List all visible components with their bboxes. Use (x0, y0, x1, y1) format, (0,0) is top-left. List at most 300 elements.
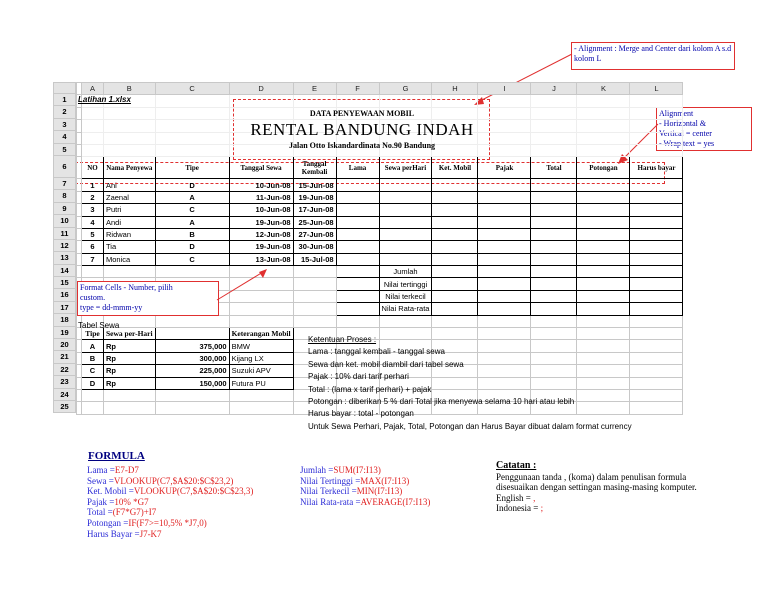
cell[interactable] (577, 241, 630, 253)
cell[interactable] (531, 253, 577, 265)
row-number[interactable]: 1 (53, 94, 76, 106)
row-number[interactable]: 19 (53, 327, 76, 339)
cell[interactable] (155, 389, 229, 401)
cell[interactable] (630, 315, 683, 327)
row-number[interactable]: 17 (53, 302, 76, 314)
formula-line (87, 507, 253, 518)
summary-label[interactable]: Jumlah (379, 266, 432, 278)
cell[interactable] (432, 204, 478, 216)
cell[interactable] (82, 132, 104, 144)
cell[interactable] (104, 144, 156, 156)
cell[interactable] (577, 315, 630, 327)
cell[interactable]: 19-Jun-08 (229, 216, 293, 228)
cell[interactable] (478, 179, 531, 191)
cell[interactable]: Andi (104, 216, 156, 228)
formula-left (87, 465, 253, 539)
cell[interactable] (531, 290, 577, 302)
cell[interactable] (630, 266, 683, 278)
cell[interactable] (478, 278, 531, 290)
cell[interactable] (630, 216, 683, 228)
cell[interactable] (336, 216, 379, 228)
cell[interactable] (82, 107, 104, 119)
cell[interactable] (432, 266, 478, 278)
cell[interactable]: 15-Jun-08 (293, 179, 336, 191)
cell[interactable]: D (155, 179, 229, 191)
cell[interactable] (336, 266, 379, 278)
sewa-header[interactable]: Keterangan Mobil (229, 328, 293, 340)
sheet-row (77, 228, 683, 240)
row-number[interactable]: 8 (53, 190, 76, 202)
formula-expr: J7-K7 (139, 528, 162, 539)
table-header-cell[interactable]: Lama (336, 157, 379, 179)
cell[interactable] (432, 315, 478, 327)
cell[interactable]: Ridwan (104, 228, 156, 240)
table-header-cell[interactable]: Ket. Mobil (432, 157, 478, 179)
cell[interactable] (531, 179, 577, 191)
header-title: RENTAL BANDUNG INDAH (250, 120, 474, 139)
formula-expr: VLOOKUP(C7,$A$20:$C$23,2) (113, 475, 234, 486)
cell[interactable] (630, 253, 683, 265)
row-number[interactable]: 20 (53, 339, 76, 351)
cell[interactable]: Rp (104, 377, 156, 389)
cell[interactable] (577, 132, 630, 144)
cell[interactable] (478, 95, 531, 107)
cell[interactable]: 12-Jun-08 (229, 228, 293, 240)
cell[interactable] (104, 266, 156, 278)
table-header-cell[interactable]: Tanggal Kembali (293, 157, 336, 179)
cell[interactable] (577, 191, 630, 203)
cell[interactable]: A (155, 191, 229, 203)
cell[interactable]: B (82, 352, 104, 364)
header-address: Jalan Otto Iskandardinata No.90 Bandung (288, 141, 436, 150)
table-header-cell[interactable]: Nama Penyewa (104, 157, 156, 179)
cell[interactable] (531, 303, 577, 315)
table-header-cell[interactable]: Tanggal Sewa (229, 157, 293, 179)
formula-label: Nilai Terkecil = (300, 486, 357, 497)
callout-alignment-line4: - Wrap text = yes (659, 139, 715, 148)
column-header-d: D (229, 83, 293, 95)
table-header-cell[interactable]: Potongan (577, 157, 630, 179)
catatan-line1: Penggunaan tanda , (koma) dalam penulisan formula (496, 471, 687, 482)
cell[interactable] (82, 389, 104, 401)
ketentuan-line: Harus bayar : total - potongan (308, 409, 414, 419)
cell[interactable] (379, 191, 432, 203)
cell[interactable] (432, 278, 478, 290)
cell[interactable]: Rp (104, 340, 156, 352)
cell[interactable] (336, 204, 379, 216)
cell[interactable] (531, 216, 577, 228)
sheet-row (77, 241, 683, 253)
cell[interactable]: 15-Jul-08 (293, 253, 336, 265)
column-header-f: F (336, 83, 379, 95)
formula-line (300, 465, 430, 476)
cell[interactable]: 300,000 (155, 352, 229, 364)
header-subtitle: DATA PENYEWAAN MOBIL (309, 109, 415, 118)
sheet-row (77, 253, 683, 265)
cell[interactable] (432, 290, 478, 302)
cell[interactable] (336, 179, 379, 191)
table-header-cell[interactable]: Tipe (155, 157, 229, 179)
summary-label[interactable]: Nilai Rata-rata (379, 303, 432, 315)
row-number[interactable]: 14 (53, 265, 76, 277)
cell[interactable] (82, 144, 104, 156)
cell[interactable] (432, 179, 478, 191)
cell[interactable]: BMW (229, 340, 293, 352)
cell[interactable] (432, 303, 478, 315)
cell[interactable] (577, 204, 630, 216)
cell[interactable] (630, 241, 683, 253)
cell[interactable]: 3 (82, 204, 104, 216)
cell[interactable]: 7 (82, 253, 104, 265)
cell[interactable]: 225,000 (155, 365, 229, 377)
cell[interactable]: 27-Jun-08 (293, 228, 336, 240)
cell[interactable] (379, 204, 432, 216)
cell[interactable] (379, 216, 432, 228)
cell[interactable] (379, 253, 432, 265)
cell[interactable] (630, 365, 683, 377)
cell[interactable] (82, 120, 104, 132)
cell[interactable] (379, 241, 432, 253)
cell[interactable] (531, 144, 577, 156)
cell[interactable] (104, 107, 156, 119)
english-value: , (533, 492, 536, 503)
row-number[interactable]: 4 (53, 131, 76, 143)
cell[interactable] (478, 253, 531, 265)
cell[interactable] (577, 253, 630, 265)
cell[interactable] (478, 191, 531, 203)
formula-line (87, 476, 253, 487)
cell[interactable] (336, 253, 379, 265)
cell[interactable] (229, 389, 293, 401)
sheet-row (77, 157, 683, 179)
cell[interactable] (432, 228, 478, 240)
cell[interactable] (630, 278, 683, 290)
cell[interactable] (630, 290, 683, 302)
cell[interactable] (531, 107, 577, 119)
cell[interactable]: 30-Jun-08 (293, 241, 336, 253)
formula-label: Nilai Rata-rata = (300, 496, 361, 507)
cell[interactable] (531, 315, 577, 327)
cell[interactable] (104, 402, 156, 414)
cell[interactable] (478, 241, 531, 253)
cell[interactable] (478, 303, 531, 315)
cell[interactable] (104, 120, 156, 132)
cell[interactable] (478, 228, 531, 240)
row-number[interactable]: 3 (53, 119, 76, 131)
ketentuan-line: Total : (lama x tarif perhari) + pajak (308, 384, 432, 394)
column-header-l: L (630, 83, 683, 95)
cell[interactable] (82, 402, 104, 414)
column-header-i: I (478, 83, 531, 95)
cell[interactable] (293, 278, 336, 290)
cell[interactable] (577, 120, 630, 132)
ketentuan-block (308, 334, 632, 433)
cell[interactable] (336, 95, 379, 107)
callout-alignment-line2: - Horizontal & (659, 119, 707, 128)
callout-format-line3: type = dd-mmm-yy (80, 303, 143, 312)
cell[interactable] (155, 107, 229, 119)
cell[interactable] (432, 253, 478, 265)
indonesia-value: ; (540, 503, 544, 514)
catatan-line2: disesuaikan dengan settingan masing-masing komputer. (496, 482, 697, 493)
formula-label: Potongan = (87, 517, 129, 528)
cell[interactable] (336, 278, 379, 290)
cell[interactable] (577, 266, 630, 278)
cell[interactable] (293, 266, 336, 278)
cell[interactable] (155, 402, 229, 414)
formula-title: FORMULA (88, 450, 145, 462)
cell[interactable] (630, 132, 683, 144)
cell[interactable]: Tia (104, 241, 156, 253)
cell[interactable] (630, 144, 683, 156)
cell[interactable] (155, 328, 229, 340)
cell[interactable] (336, 191, 379, 203)
english-label: English = (496, 492, 531, 503)
cell[interactable] (155, 132, 229, 144)
ketentuan-line: Pajak : 10% dari tarif perhari (308, 372, 409, 382)
sheet-row (77, 191, 683, 203)
cell[interactable]: Rp (104, 365, 156, 377)
cell[interactable] (531, 204, 577, 216)
cell[interactable] (630, 303, 683, 315)
cell[interactable]: 2 (82, 191, 104, 203)
summary-label[interactable]: Nilai terkecil (379, 290, 432, 302)
cell[interactable]: A (82, 340, 104, 352)
cell[interactable] (229, 95, 293, 107)
cell[interactable] (577, 228, 630, 240)
cell[interactable]: 11-Jun-08 (229, 191, 293, 203)
cell[interactable] (379, 179, 432, 191)
ketentuan-line: Lama : tanggal kembali - tanggal sewa (308, 347, 445, 357)
formula-label: Pajak = (87, 496, 115, 507)
cell[interactable]: Zaenal (104, 191, 156, 203)
cell[interactable]: 19-Jun-08 (229, 241, 293, 253)
row-number[interactable]: 11 (53, 228, 76, 240)
cell[interactable] (104, 132, 156, 144)
cell[interactable] (478, 266, 531, 278)
cell[interactable]: Futura PU (229, 377, 293, 389)
cell[interactable] (577, 216, 630, 228)
cell[interactable]: B (155, 228, 229, 240)
row-number[interactable]: 23 (53, 376, 76, 388)
cell[interactable] (630, 402, 683, 414)
cell[interactable] (630, 95, 683, 107)
row-number[interactable]: 15 (53, 277, 76, 289)
cell[interactable] (478, 216, 531, 228)
cell[interactable]: 19-Jun-08 (293, 191, 336, 203)
table-header-cell[interactable]: Total (531, 157, 577, 179)
cell[interactable] (577, 179, 630, 191)
formula-line (87, 465, 253, 476)
cell[interactable] (104, 389, 156, 401)
cell[interactable]: Putri (104, 204, 156, 216)
cell[interactable] (630, 107, 683, 119)
cell[interactable] (155, 315, 229, 327)
cell[interactable] (229, 402, 293, 414)
cell[interactable] (531, 241, 577, 253)
cell[interactable] (630, 204, 683, 216)
formula-label: Ket. Mobil = (87, 486, 134, 497)
cell[interactable]: 13-Jun-08 (229, 253, 293, 265)
cell[interactable] (531, 132, 577, 144)
indonesia-label: Indonesia = (496, 503, 539, 514)
column-header-j: J (531, 83, 577, 95)
cell[interactable] (577, 95, 630, 107)
cell[interactable] (336, 241, 379, 253)
cell[interactable]: D (155, 241, 229, 253)
cell[interactable] (630, 352, 683, 364)
cell[interactable] (293, 303, 336, 315)
sheet-row (77, 95, 683, 107)
ketentuan-title: Ketentuan Proses : (308, 335, 377, 344)
cell[interactable] (336, 290, 379, 302)
row-number[interactable]: 12 (53, 240, 76, 252)
cell[interactable]: D (82, 377, 104, 389)
cell[interactable]: 25-Jun-08 (293, 216, 336, 228)
cell[interactable]: 6 (82, 241, 104, 253)
summary-label[interactable]: Nilai tertinggi (379, 278, 432, 290)
row-number[interactable]: 18 (53, 314, 76, 326)
formula-label: Total = (87, 507, 113, 518)
cell[interactable]: C (155, 204, 229, 216)
cell[interactable] (531, 95, 577, 107)
cell[interactable] (293, 315, 336, 327)
cell[interactable]: A (155, 216, 229, 228)
sheet-row (77, 204, 683, 216)
cell[interactable]: C (155, 253, 229, 265)
cell[interactable]: Suzuki APV (229, 365, 293, 377)
cell[interactable] (577, 144, 630, 156)
sewa-header[interactable]: Sewa per-Hari (104, 328, 156, 340)
cell[interactable]: Ani (104, 179, 156, 191)
cell[interactable]: 150,000 (155, 377, 229, 389)
table-header-cell[interactable]: NO (82, 157, 104, 179)
cell[interactable] (432, 191, 478, 203)
formula-expr: IF(F7>=10,5% *J7,0) (128, 517, 207, 528)
formula-expr: MAX(I7:I13) (360, 475, 410, 486)
cell[interactable] (336, 315, 379, 327)
cell[interactable] (229, 315, 293, 327)
row-number[interactable]: 6 (53, 156, 76, 178)
cell[interactable] (531, 266, 577, 278)
cell[interactable] (630, 191, 683, 203)
cell[interactable]: 5 (82, 228, 104, 240)
column-header-b: B (104, 83, 156, 95)
table-header-cell[interactable]: Sewa perHari (379, 157, 432, 179)
callout-merge-center (571, 42, 735, 70)
formula-line (87, 486, 253, 497)
column-header-a: A (82, 83, 104, 95)
row-number[interactable]: 24 (53, 389, 76, 401)
row-number[interactable]: 5 (53, 144, 76, 156)
cell[interactable] (630, 377, 683, 389)
cell[interactable]: 10-Jun-08 (229, 204, 293, 216)
ketentuan-line: Sewa dan ket. mobil diambil dari tabel sewa (308, 359, 464, 369)
cell[interactable]: C (82, 365, 104, 377)
formula-line (87, 529, 253, 540)
cell[interactable] (531, 120, 577, 132)
cell[interactable]: Monica (104, 253, 156, 265)
cell[interactable] (630, 228, 683, 240)
table-header-cell[interactable]: Pajak (478, 157, 531, 179)
cell[interactable] (478, 290, 531, 302)
sheet-row (77, 216, 683, 228)
cell[interactable]: 375,000 (155, 340, 229, 352)
callout-alignment-line3: Vertical = center (659, 129, 712, 138)
cell[interactable] (293, 95, 336, 107)
formula-expr: 10% *G7 (114, 496, 149, 507)
cell[interactable] (336, 228, 379, 240)
row-number[interactable]: 9 (53, 203, 76, 215)
cell[interactable] (577, 107, 630, 119)
cell[interactable]: 1 (82, 179, 104, 191)
column-header-k: K (577, 83, 630, 95)
cell[interactable] (630, 179, 683, 191)
cell[interactable] (531, 191, 577, 203)
cell[interactable] (155, 120, 229, 132)
cell[interactable] (630, 120, 683, 132)
row-number[interactable]: 7 (53, 178, 76, 190)
catatan-indonesia (496, 503, 756, 514)
ketentuan-line: Potongan : diberikan 5 % dari Total jika menyewa selama 10 hari atau lebih (308, 397, 575, 407)
cell[interactable]: 10-Jun-08 (229, 179, 293, 191)
row-number[interactable]: 22 (53, 364, 76, 376)
callout-alignment-line1: Alignment (659, 109, 694, 118)
row-number[interactable]: 2 (53, 106, 76, 118)
cell[interactable] (531, 278, 577, 290)
cell[interactable] (379, 95, 432, 107)
sewa-header[interactable]: Tipe (82, 328, 104, 340)
formula-expr: AVERAGE(I7:I13) (360, 496, 431, 507)
cell[interactable] (155, 95, 229, 107)
cell[interactable] (577, 278, 630, 290)
cell[interactable]: Rp (104, 352, 156, 364)
cell[interactable] (478, 204, 531, 216)
cell[interactable] (630, 328, 683, 340)
cell[interactable]: Kijang LX (229, 352, 293, 364)
cell[interactable] (432, 95, 478, 107)
cell[interactable] (379, 228, 432, 240)
cell[interactable] (478, 315, 531, 327)
cell[interactable] (82, 266, 104, 278)
table-header-cell[interactable]: Harus bayar (630, 157, 683, 179)
cell[interactable] (379, 315, 432, 327)
formula-line (300, 497, 430, 508)
file-title: Latihan 1.xlsx (78, 95, 131, 104)
row-number[interactable]: 13 (53, 252, 76, 264)
cell[interactable] (432, 216, 478, 228)
cell[interactable]: 17-Jun-08 (293, 204, 336, 216)
row-number[interactable]: 21 (53, 351, 76, 363)
cell[interactable] (336, 303, 379, 315)
row-number[interactable]: 25 (53, 401, 76, 413)
formula-label: Sewa = (87, 475, 114, 486)
column-header-g: G (379, 83, 432, 95)
callout-merge-center-text: - Alignment : Merge and Center dari kolom A s.d kolom L (574, 44, 732, 63)
row-numbers (53, 82, 76, 413)
cell[interactable] (577, 303, 630, 315)
cell[interactable] (630, 389, 683, 401)
cell[interactable]: 4 (82, 216, 104, 228)
row-number[interactable]: 16 (53, 289, 76, 301)
cell[interactable] (293, 290, 336, 302)
cell[interactable] (155, 144, 229, 156)
cell[interactable] (432, 241, 478, 253)
cell[interactable] (577, 290, 630, 302)
cell[interactable] (531, 228, 577, 240)
row-number[interactable]: 10 (53, 215, 76, 227)
cell[interactable] (630, 340, 683, 352)
